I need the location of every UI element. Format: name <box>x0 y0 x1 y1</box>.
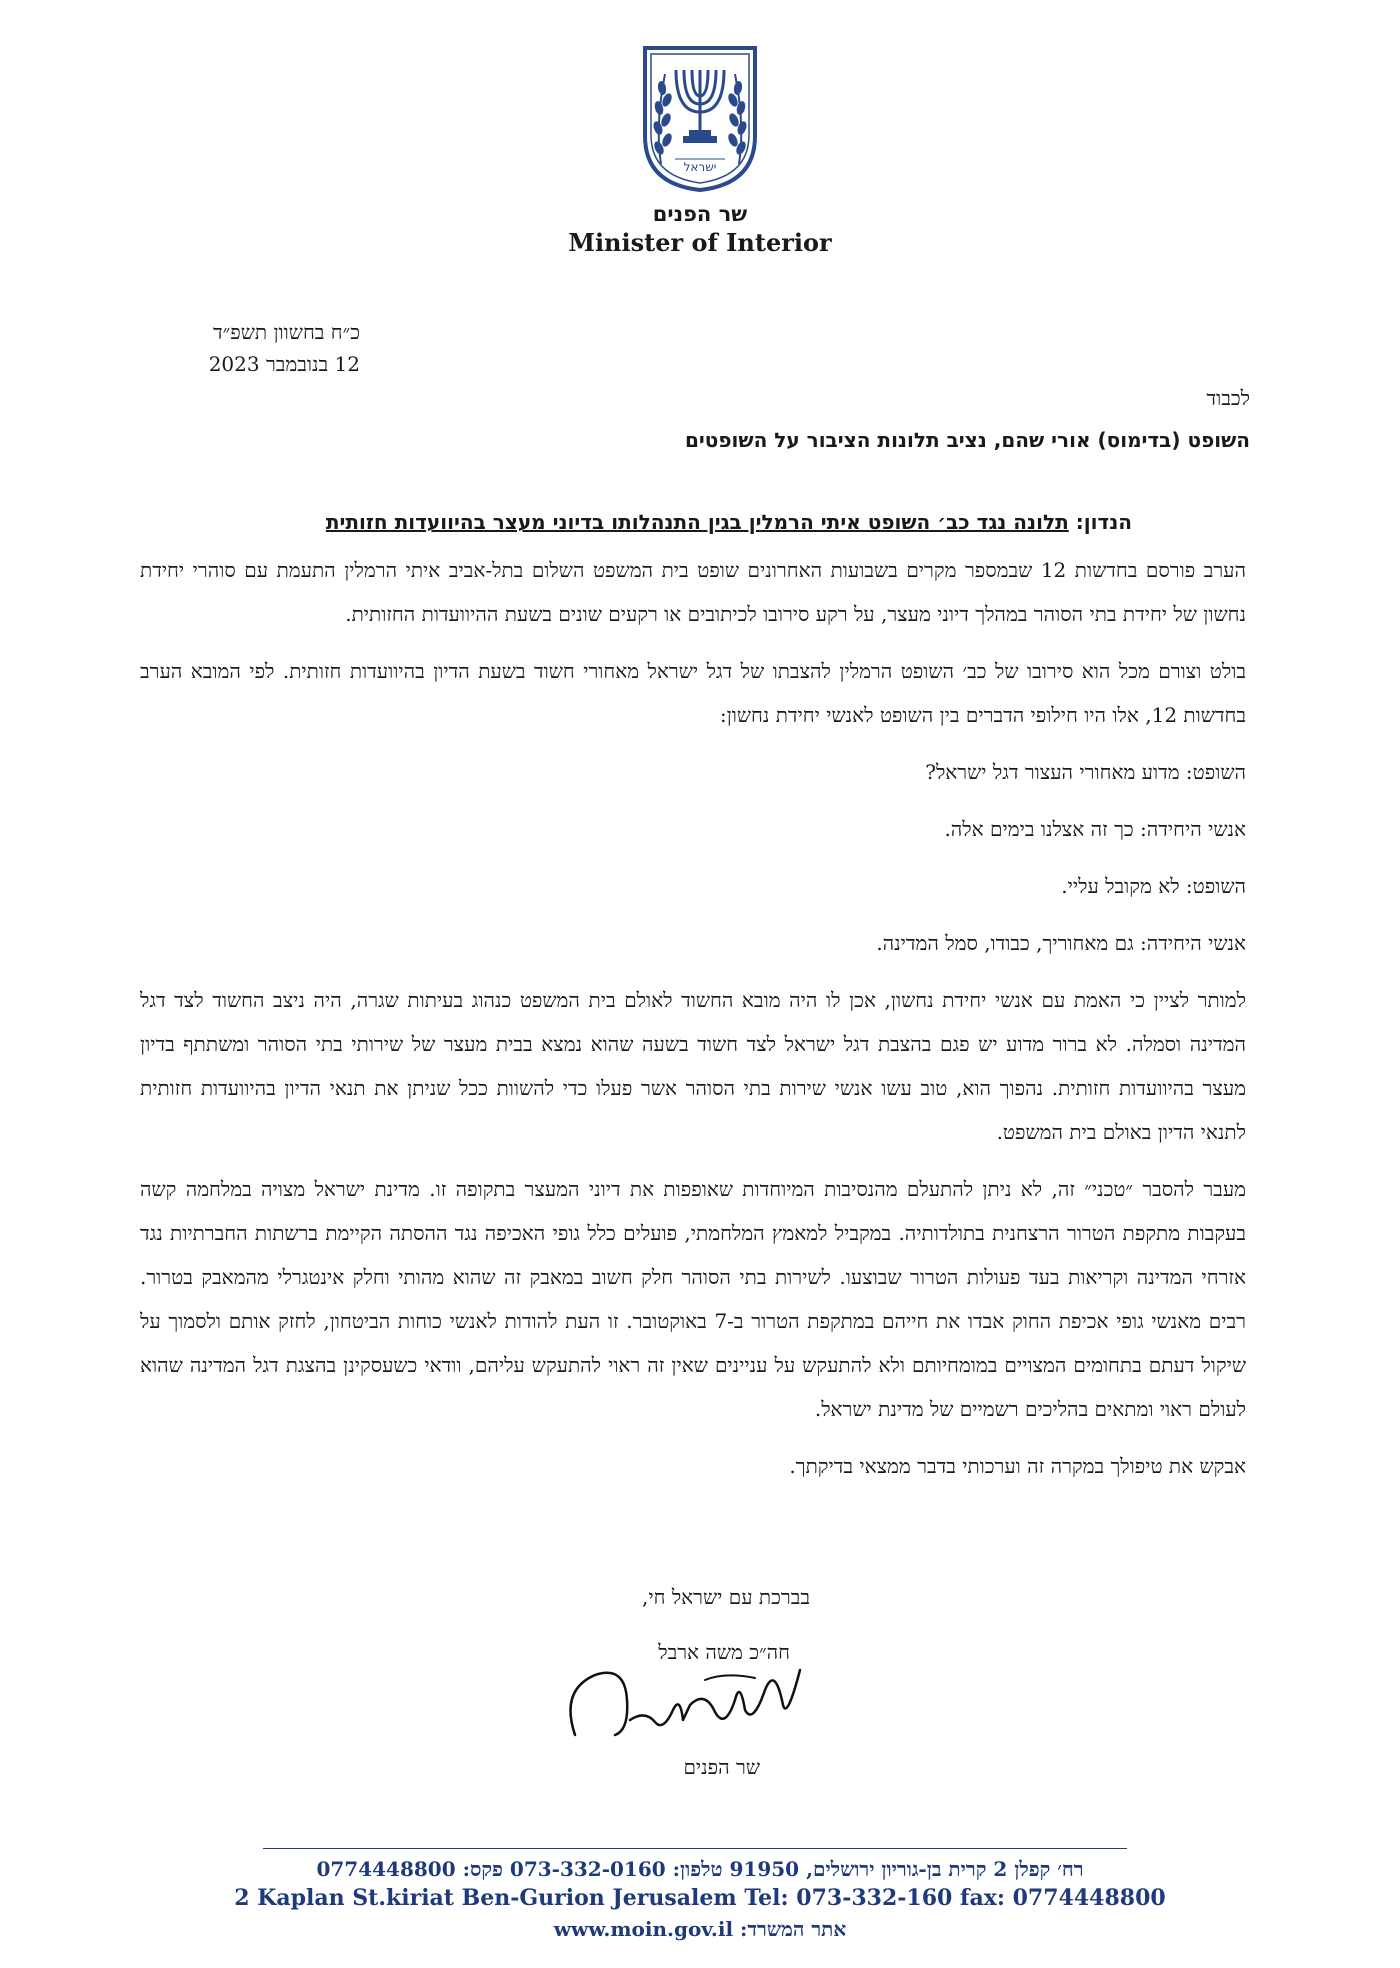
footer-website <box>0 1917 1400 1942</box>
body-paragraph: למותר לציין כי האמת עם אנשי יחידת נחשון, אכן לו היה מובא החשוד לאולם בית המשפט כנהוג בעיתות שגרה, היה ניצב החשוד לצד דגל המדינה וסמלה. לא ברור מדוע יש פגם בהצבת דגל ישראל לצד חשוד בשעה שהוא נמצא בבית מעצר של שירותי בתי הסוהר ומשתתף בדיון מעצר בהיוועדות חזותית. נהפוך הוא, טוב עשו אנשי שירות בתי הסוהר אשר פעלו כדי להשוות ככל שניתן את תנאי הדיון בהיוועדות חזותית לתנאי הדיון באולם בית המשפט. <box>140 988 1246 1144</box>
signer-title: שר הפנים <box>683 1755 760 1779</box>
dialogue-line: השופט: מדוע מאחורי העצור דגל ישראל? <box>925 760 1246 784</box>
dialogue-line: אנשי היחידה: כך זה אצלנו בימים אלה. <box>944 817 1246 841</box>
addressee-label: לכבוד <box>1206 386 1250 410</box>
request-line: אבקש את טיפולך במקרה זה וערכותי בדבר ממצאי בדיקתך. <box>789 1454 1246 1478</box>
subject-text: תלונה נגד כב׳ השופט איתי הרמלין בגין התנהלותו בדיוני מעצר בהיוועדות חזותית <box>325 510 1069 534</box>
letter-body <box>140 548 1246 1501</box>
body-paragraph: הערב פורסם בחדשות 12 שבמספר מקרים בשבועות האחרונים שופט בית המשפט השלום בתל-אביב איתי הרמלין התעמת עם סוהרי יחידת נחשון של יחידת בתי הסוהר במהלך דיוני מעצר, על רקע סירובו לכיתובים או רקעים שונים בשעת ההיוועדות החזותית. <box>140 558 1247 626</box>
israel-emblem-menorah-icon <box>639 44 761 194</box>
subject-line <box>326 510 1132 534</box>
dialogue-line: אנשי היחידה: גם מאחוריך, כבודו, סמל המדינה. <box>876 931 1246 955</box>
footer-address-english: 2 Kaplan St.kiriat Ben-Gurion Jerusalem Tel: 073-332-160 fax: 0774448800 <box>234 1885 1166 1911</box>
dialogue-line: השופט: לא מקובל עליי. <box>1061 874 1246 898</box>
subject-label: הנדון: <box>1075 510 1132 534</box>
footer-address-hebrew: רח׳ קפלן 2 קרית בן-גוריון ירושלים, 91950 טלפון: 073-332-0160 פקס: 0774448800 <box>316 1857 1084 1881</box>
footer-website-link[interactable]: www.moin.gov.il <box>553 1917 734 1941</box>
gregorian-date: 12 בנובמבר 2023 <box>208 352 360 376</box>
closing-blessing: בברכת עם ישראל חי, <box>642 1585 810 1609</box>
emblem-text: ישראל <box>683 160 717 174</box>
addressee-name: השופט (בדימוס) אורי שהם, נציב תלונות הציבור על השופטים <box>684 428 1250 452</box>
body-paragraph: בולט וצורם מכל הוא סירובו של כב׳ השופט הרמלין להצבתו של דגל ישראל מאחורי חשוד בשעת הדיון בהיוועדות חזותית. לפי המובא הערב בחדשות 12, אלו היו חילופי הדברים בין השופט לאנשי יחידת נחשון: <box>140 659 1246 727</box>
body-paragraph: מעבר להסבר ״טכני״ זה, לא ניתן להתעלם מהנסיבות המיוחדות שאופפות את דיוני המעצר בתקופה זו. מדינת ישראל מצויה במלחמה קשה בעקבות מתקפת הטרור הרצחנית בתולדותיה. במקביל למאמץ המלחמתי, פועלים כלל גופי האכיפה נגד ההסתה הקיימת ברשתות החברתיות נגד אזרחי המדינה וקריאות בעד פעולות הטרור שבוצעו. לשירות בתי הסוהר חלק חשוב במאבק זה שהוא מהותי וחלק אינטגרלי מהמאבק בטרור. רבים מאנשי גופי אכיפת החוק אבדו את חייהם במתקפת הטרור ב-7 באוקטובר. זו העת להודות לאנשי כוחות הביטחון, לחזק אותם ולסמוך על שיקול דעתם בתחומים המצויים במומחיותם ולא להתעקש על עניינים שאין זה ראוי להתעקש עליהם, וודאי כשעסקינן בהצגת דגל המדינה שהוא לעולם ראוי ומתאים בהליכים רשמיים של מדינת ישראל. <box>140 1177 1246 1421</box>
minister-title-english: Minister of Interior <box>568 228 832 257</box>
hebrew-date: כ״ח בחשוון תשפ״ד <box>213 320 360 344</box>
handwritten-signature-icon <box>555 1650 825 1750</box>
minister-title-hebrew: שר הפנים <box>652 202 748 226</box>
footer-divider <box>263 1848 1127 1849</box>
signer-name: חה״כ משה ארבל <box>658 1640 790 1664</box>
footer-website-label: אתר המשרד: <box>740 1917 847 1941</box>
